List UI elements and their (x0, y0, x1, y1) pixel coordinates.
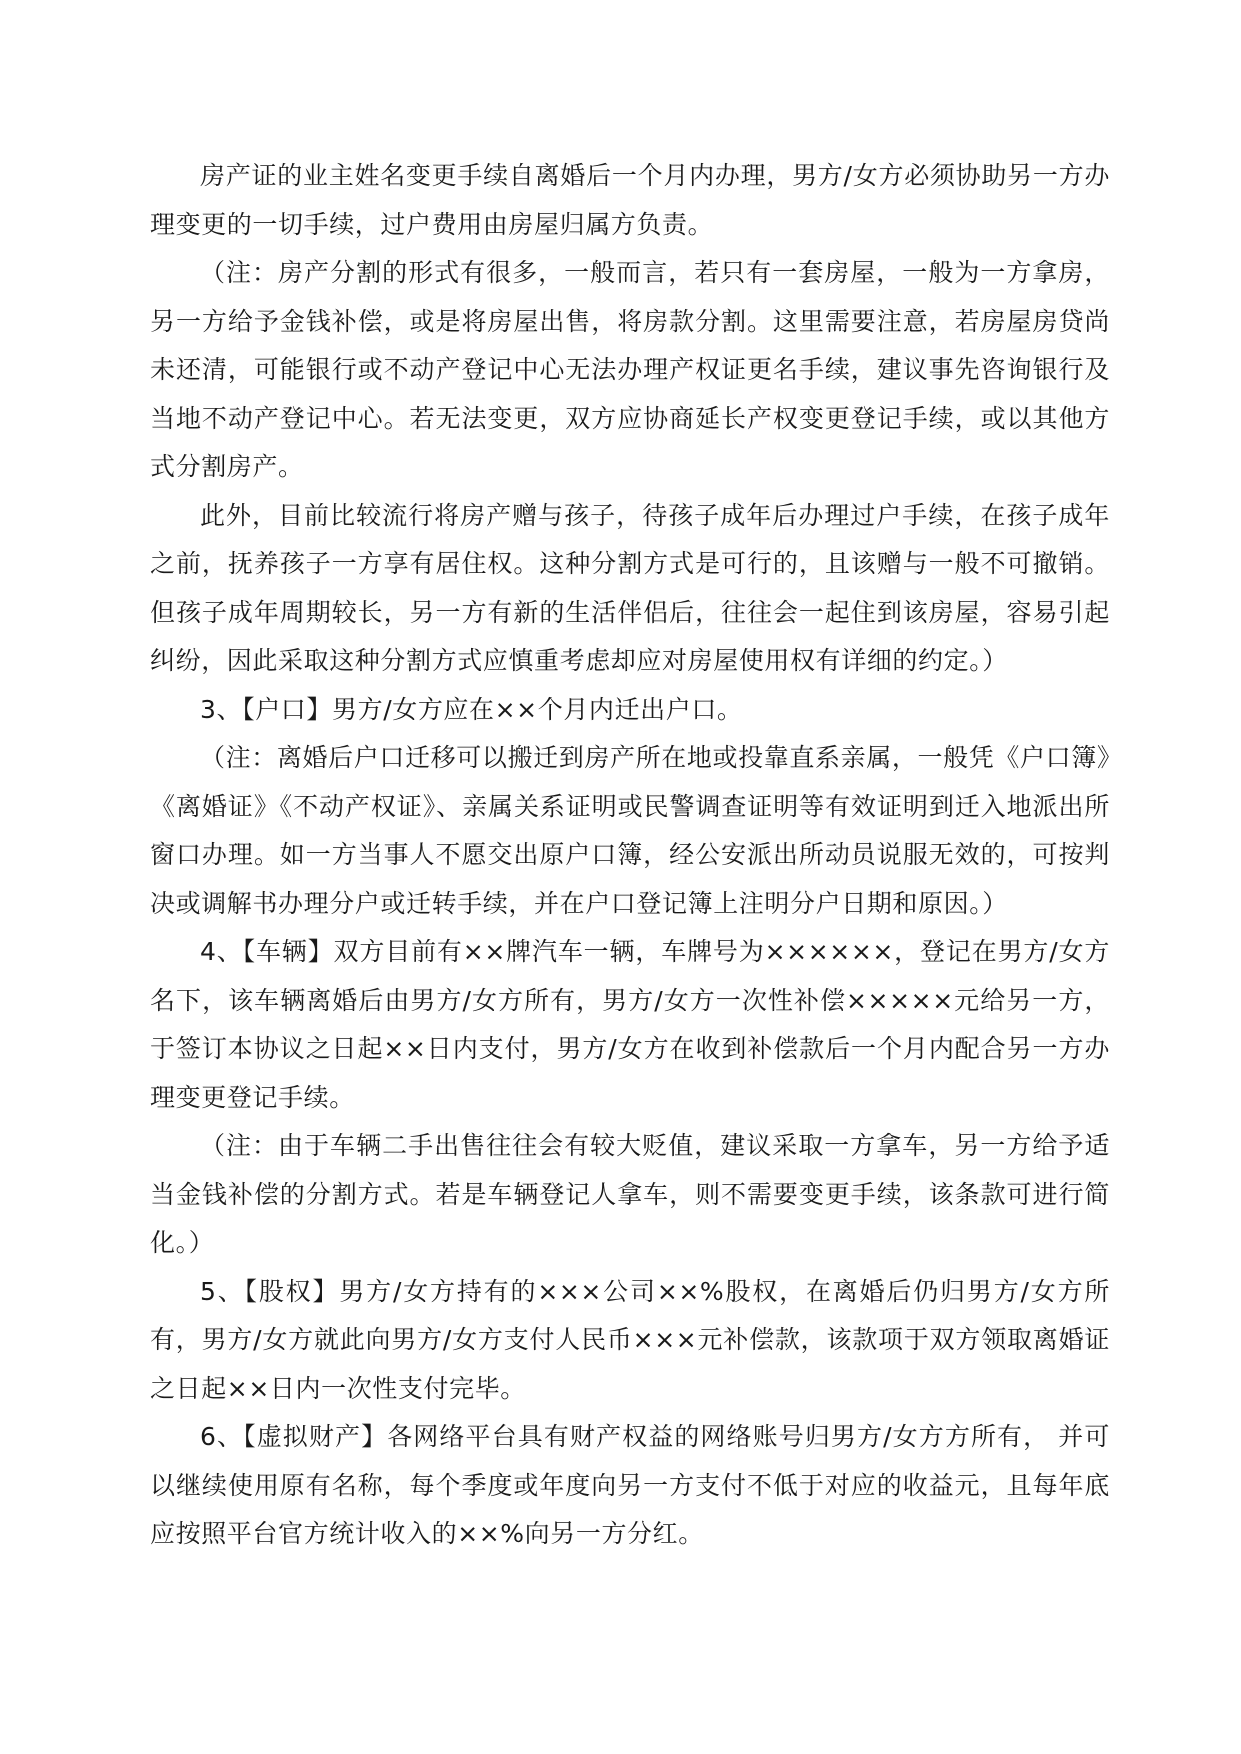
paragraph-note-household: （注：离婚后户口迁移可以搬迁到房产所在地或投靠直系亲属，一般凭《户口簿》《离婚证》《不动产权证》、亲属关系证明或民警调查证明等有效证明到迁入地派出所窗口办理。如一方当事人不愿交出原户口簿，经公安派出所动员说服无效的，可按判决或调解书办理分户或迁转手续，并在户口登记簿上注明分户日期和原因。） (150, 743, 1110, 918)
paragraph-clause-virtual-property: 6、【虚拟财产】各网络平台具有财产权益的网络账号归男方/女方方所有， 并可以继续使用原有名称，每个季度或年度向另一方支付不低于对应的收益元，且每年底应按照平台官方统计收入的××%向另一方分红。 (150, 1422, 1110, 1548)
paragraph-note-vehicle: （注：由于车辆二手出售往往会有较大贬值，建议采取一方拿车，另一方给予适当金钱补偿的分割方式。若是车辆登记人拿车，则不需要变更手续，该条款可进行简化。） (150, 1131, 1110, 1257)
paragraph-note-house-division: （注：房产分割的形式有很多，一般而言，若只有一套房屋，一般为一方拿房，另一方给予金钱补偿，或是将房屋出售，将房款分割。这里需要注意，若房屋房贷尚未还清，可能银行或不动产登记中心无法办理产权证更名手续，建议事先咨询银行及当地不动产登记中心。若无法变更，双方应协商延长产权变更登记手续，或以其他方式分割房产。 (150, 258, 1110, 481)
paragraph-house-name-change: 房产证的业主姓名变更手续自离婚后一个月内办理，男方/女方必须协助另一方办理变更的一切手续，过户费用由房屋归属方负责。 (150, 161, 1110, 239)
paragraph-clause-equity: 5、【股权】男方/女方持有的×××公司××%股权，在离婚后仍归男方/女方所有，男方/女方就此向男方/女方支付人民币×××元补偿款，该款项于双方领取离婚证之日起××日内一次性支付完毕。 (150, 1276, 1110, 1403)
paragraph-clause-vehicle: 4、【车辆】双方目前有××牌汽车一辆，车牌号为××××××，登记在男方/女方名下，该车辆离婚后由男方/女方所有，男方/女方一次性补偿×××××元给另一方，于签订本协议之日起××日内支付，男方/女方在收到补偿款后一个月内配合另一方办理变更登记手续。 (150, 937, 1110, 1112)
document-page (150, 152, 1110, 1559)
paragraph-house-gift-to-child: 此外，目前比较流行将房产赠与孩子，待孩子成年后办理过户手续，在孩子成年之前，抚养孩子一方享有居住权。这种分割方式是可行的，且该赠与一般不可撤销。但孩子成年周期较长，另一方有新的生活伴侣后，往往会一起住到该房屋，容易引起纠纷，因此采取这种分割方式应慎重考虑却应对房屋使用权有详细的约定。） (150, 500, 1110, 675)
paragraph-clause-household: 3、【户口】男方/女方应在××个月内迁出户口。 (200, 694, 743, 724)
